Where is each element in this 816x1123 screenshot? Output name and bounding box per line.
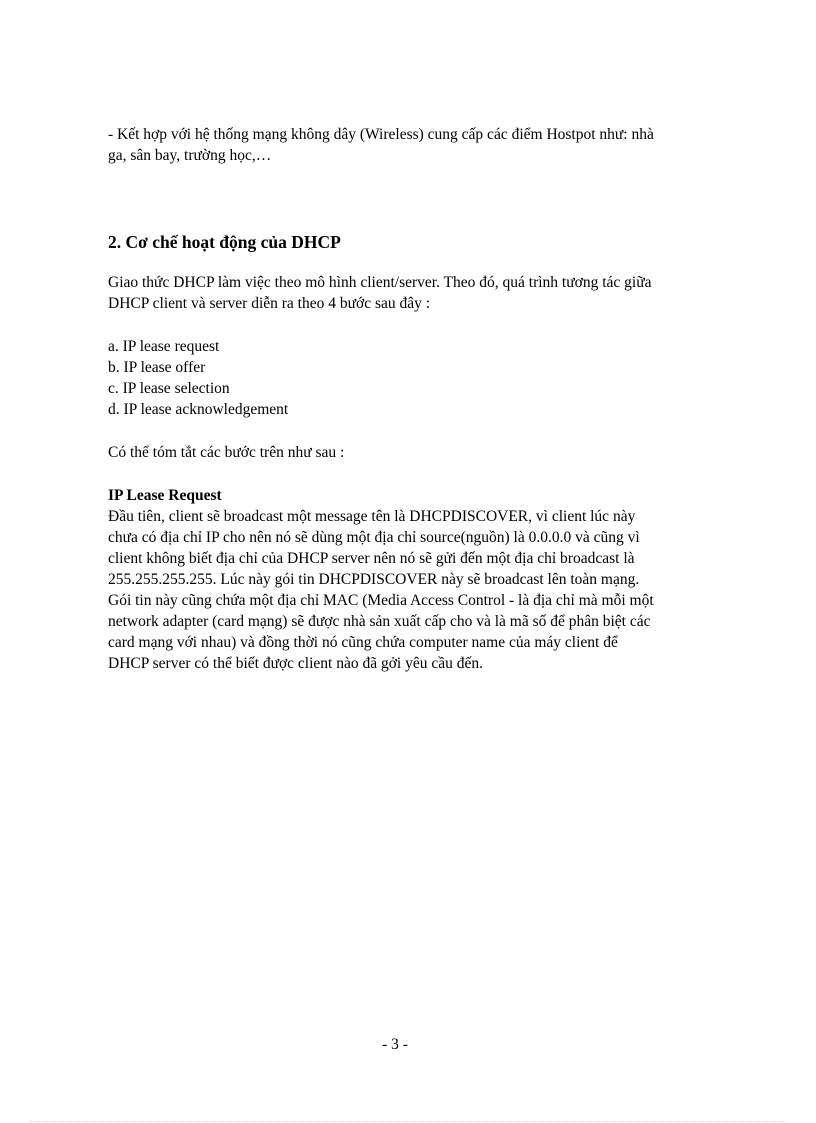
intro-line: - Kết hợp với hệ thống mạng không dây (Wireless) cung cấp các điểm Hostpot như: nhà (108, 126, 654, 143)
section-intro-paragraph (108, 272, 723, 314)
page-bottom-divider (30, 1121, 786, 1122)
steps-list (108, 336, 723, 420)
ip-lease-request-line: DHCP server có thể biết được client nào đã gởi yêu cầu đến. (108, 655, 484, 672)
ip-lease-request-line: 255.255.255.255. Lúc này gói tin DHCPDISCOVER này sẽ broadcast lên toàn mạng. (108, 571, 640, 588)
section-intro-line: Giao thức DHCP làm việc theo mô hình client/server. Theo đó, quá trình tương tác giữa (108, 274, 652, 291)
ip-lease-request-line: Gói tin này cũng chứa một địa chỉ MAC (Media Access Control - là địa chỉ mà mỗi một (108, 592, 654, 609)
step-item: b. IP lease offer (108, 359, 206, 376)
page-number: - 3 - (382, 1036, 408, 1053)
ip-lease-request-line: network adapter (card mạng) sẽ được nhà sản xuất cấp cho và là mã số để phân biệt các (108, 613, 651, 630)
summary-line: Có thể tóm tắt các bước trên như sau : (108, 444, 345, 461)
ip-lease-request-line: Đầu tiên, client sẽ broadcast một message tên là DHCPDISCOVER, vì client lúc này (108, 508, 636, 525)
step-item: a. IP lease request (108, 338, 220, 355)
ip-lease-request-section (108, 485, 723, 674)
section-heading: 2. Cơ chế hoạt động của DHCP (108, 232, 341, 252)
intro-line: ga, sân bay, trường học,… (108, 147, 272, 164)
section-intro-line: DHCP client và server diễn ra theo 4 bước sau đây : (108, 295, 431, 312)
ip-lease-request-line: chưa có địa chỉ IP cho nên nó sẽ dùng một địa chỉ source(nguồn) là 0.0.0.0 và cũng vì (108, 529, 640, 546)
step-item: d. IP lease acknowledgement (108, 401, 289, 418)
step-item: c. IP lease selection (108, 380, 230, 397)
ip-lease-request-line: card mạng với nhau) và đồng thời nó cũng chứa computer name của máy client để (108, 634, 618, 651)
intro-paragraph (108, 124, 723, 166)
ip-lease-request-line: client không biết địa chỉ của DHCP server nên nó sẽ gửi đến một địa chỉ broadcast là (108, 550, 635, 567)
ip-lease-request-title: IP Lease Request (108, 487, 222, 504)
